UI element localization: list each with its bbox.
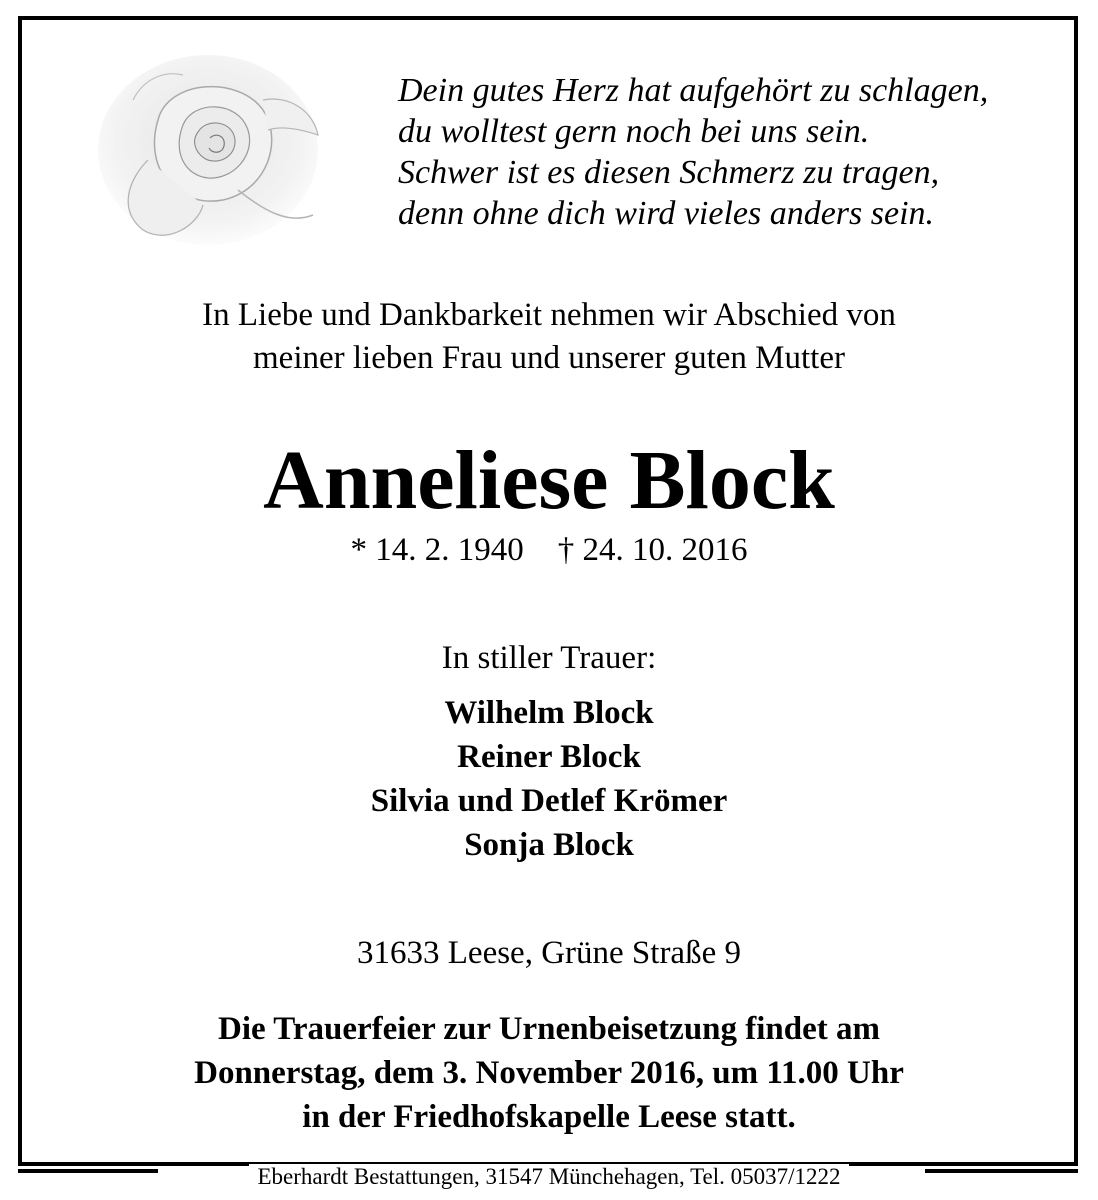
funeral-home-footer [0,1162,1098,1192]
birth-date: * 14. 2. 1940 [350,532,524,568]
mourner-name: Silvia und Detlef Krömer [370,783,728,819]
life-dates [0,528,1098,572]
family-address: 31633 Leese, Grüne Straße 9 [357,935,741,971]
intro-line: meiner lieben Frau und unserer guten Mutter [253,340,845,376]
intro-line: In Liebe und Dankbarkeit nehmen wir Abschied von [202,297,896,333]
mourner-name: Wilhelm Block [444,695,654,731]
ceremony-notice [0,1007,1098,1139]
mourning-label: In stiller Trauer: [441,640,657,676]
ceremony-line: Donnerstag, dem 3. November 2016, um 11.00 Uhr [194,1055,904,1091]
intro-text [0,294,1098,380]
mourner-name: Sonja Block [464,827,634,863]
mourners-list [0,691,1098,867]
death-date: † 24. 10. 2016 [557,532,748,568]
poem-line: Dein gutes Herz hat aufgehört zu schlagen, [398,72,989,109]
deceased-name: Anneliese Block [263,434,835,527]
ceremony-line: Die Trauerfeier zur Urnenbeisetzung findet am [217,1011,881,1047]
poem-line: denn ohne dich wird vieles anders sein. [398,195,935,232]
funeral-home-text: Eberhardt Bestattungen, 31547 Münchehagen, Tel. 05037/1222 [249,1164,848,1189]
rose-icon [88,40,328,255]
ceremony-line: in der Friedhofskapelle Leese statt. [302,1099,796,1135]
poem-line: du wolltest gern noch bei uns sein. [398,113,870,150]
mourner-name: Reiner Block [457,739,641,775]
poem [398,70,1078,234]
poem-line: Schwer ist es diesen Schmerz zu tragen, [398,154,940,191]
